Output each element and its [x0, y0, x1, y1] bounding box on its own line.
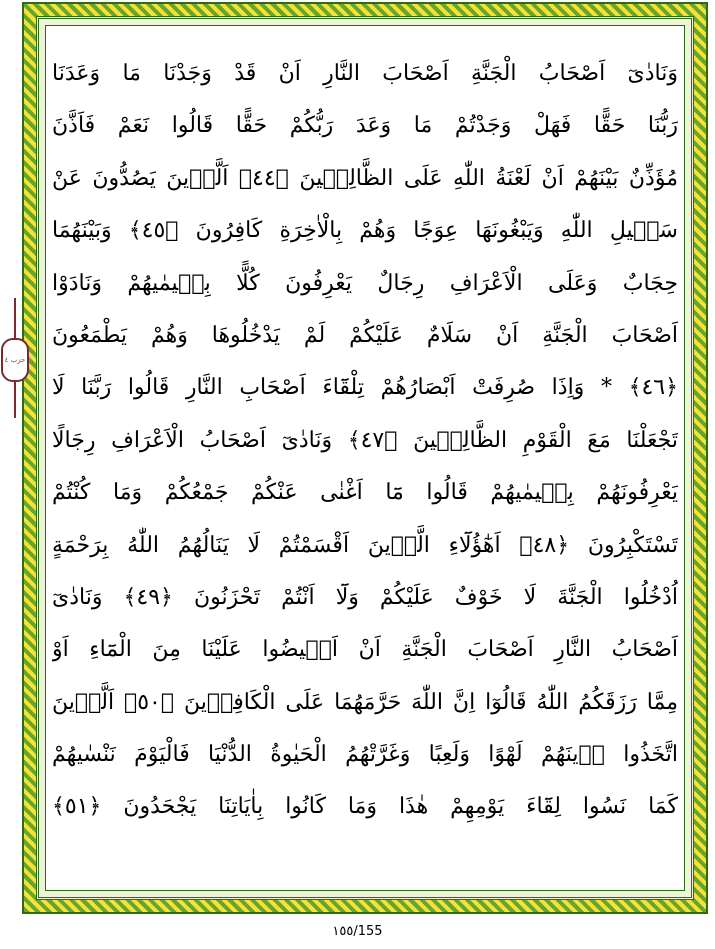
page-border [22, 2, 708, 914]
verse-line: اَصْحَابُ النَّارِ اَصْحَابَ الْجَنَّةِ اَنْ اَف۪يضُوا عَلَيْنَا مِنَ الْمَٓاءِ اَوْ [52, 637, 678, 663]
page-number: ١٥٥/155 [332, 924, 383, 939]
hizb-label: حزب ٤ [4, 356, 26, 364]
verse-line: تَجْعَلْنَا مَعَ الْقَوْمِ الظَّالِم۪ينَ ﴿٤٧﴾ وَنَادٰىٓ اَصْحَابُ الْاَعْرَافِ رِجَالًا [52, 427, 678, 453]
inner-border [36, 16, 694, 900]
verse-line: سَب۪يلِ اللّٰهِ وَيَبْغُونَهَا عِوَجًا وَهُمْ بِالْاٰخِرَةِ كَافِرُونَ ﴿٤٥﴾ وَبَيْنَهُمَا [52, 218, 678, 244]
hizb-medallion [1, 338, 29, 382]
verse-line: تَسْتَكْبِرُونَ ﴿٤٨﴾ اَهٰٓؤُلَٓاءِ الَّذ۪ينَ اَقْسَمْتُمْ لَا يَنَالُهُمُ اللّٰهُ بِرَحْمَةٍ [52, 532, 678, 558]
verse-line: اتَّخَذُوا د۪ينَهُمْ لَهْوًا وَلَعِبًا وَغَرَّتْهُمُ الْحَيٰوةُ الدُّنْيَا فَالْيَوْمَ نَنْسٰيهُمْ [52, 742, 678, 768]
verse-line: اُدْخُلُوا الْجَنَّةَ لَا خَوْفٌ عَلَيْكُمْ وَلَٓا اَنْتُمْ تَحْزَنُونَ ﴿٤٩﴾ وَنَادٰىٓ [52, 584, 678, 610]
verse-line: مُؤَذِّنٌ بَيْنَهُمْ اَنْ لَعْنَةُ اللّٰهِ عَلَى الظَّالِم۪ينَ ﴿٤٤﴾ اَلَّذ۪ينَ يَصُدُّونَ عَنْ [52, 165, 678, 191]
verse-line: اَصْحَابَ الْجَنَّةِ اَنْ سَلَامٌ عَلَيْكُمْ لَمْ يَدْخُلُوهَا وَهُمْ يَطْمَعُونَ [52, 322, 678, 348]
verse-line: كَمَا نَسُوا لِقَٓاءَ يَوْمِهِمْ هٰذَا وَمَا كَانُوا بِاٰيَاتِنَا يَجْحَدُونَ ﴿٥١﴾ [52, 794, 678, 820]
verse-line: ﴿٤٦﴾ * وَاِذَا صُرِفَتْ اَبْصَارُهُمْ تِلْقَٓاءَ اَصْحَابِ النَّارِ قَالُوا رَبَّنَا لَا [52, 375, 678, 401]
hizb-marker [0, 298, 30, 428]
verse-line: حِجَابٌ وَعَلَى الْاَعْرَافِ رِجَالٌ يَعْرِفُونَ كُلًّا بِس۪يمٰيهُمْ وَنَادَوْا [52, 270, 678, 296]
text-area [45, 25, 685, 891]
hizb-ornament-bottom [14, 382, 16, 418]
verse-line: مِمَّا رَزَقَكُمُ اللّٰهُ قَالُوٓا اِنَّ اللّٰهَ حَرَّمَهُمَا عَلَى الْكَافِر۪ينَ ﴿٥٠﴾ اَلَّذ۪ينَ [52, 689, 678, 715]
verse-line: يَعْرِفُونَهُمْ بِس۪يمٰيهُمْ قَالُوا مَٓا اَغْنٰى عَنْكُمْ جَمْعُكُمْ وَمَا كُنْتُمْ [52, 480, 678, 506]
verse-line: رَبُّنَا حَقًّا فَهَلْ وَجَدْتُمْ مَا وَعَدَ رَبُّكُمْ حَقًّا قَالُوا نَعَمْ فَاَذَّنَ [52, 113, 678, 139]
verse-line: وَنَادٰىٓ اَصْحَابُ الْجَنَّةِ اَصْحَابَ النَّارِ اَنْ قَدْ وَجَدْنَا مَا وَعَدَنَا [52, 61, 678, 86]
verse-lines [52, 48, 678, 834]
hizb-ornament-top [14, 298, 16, 338]
